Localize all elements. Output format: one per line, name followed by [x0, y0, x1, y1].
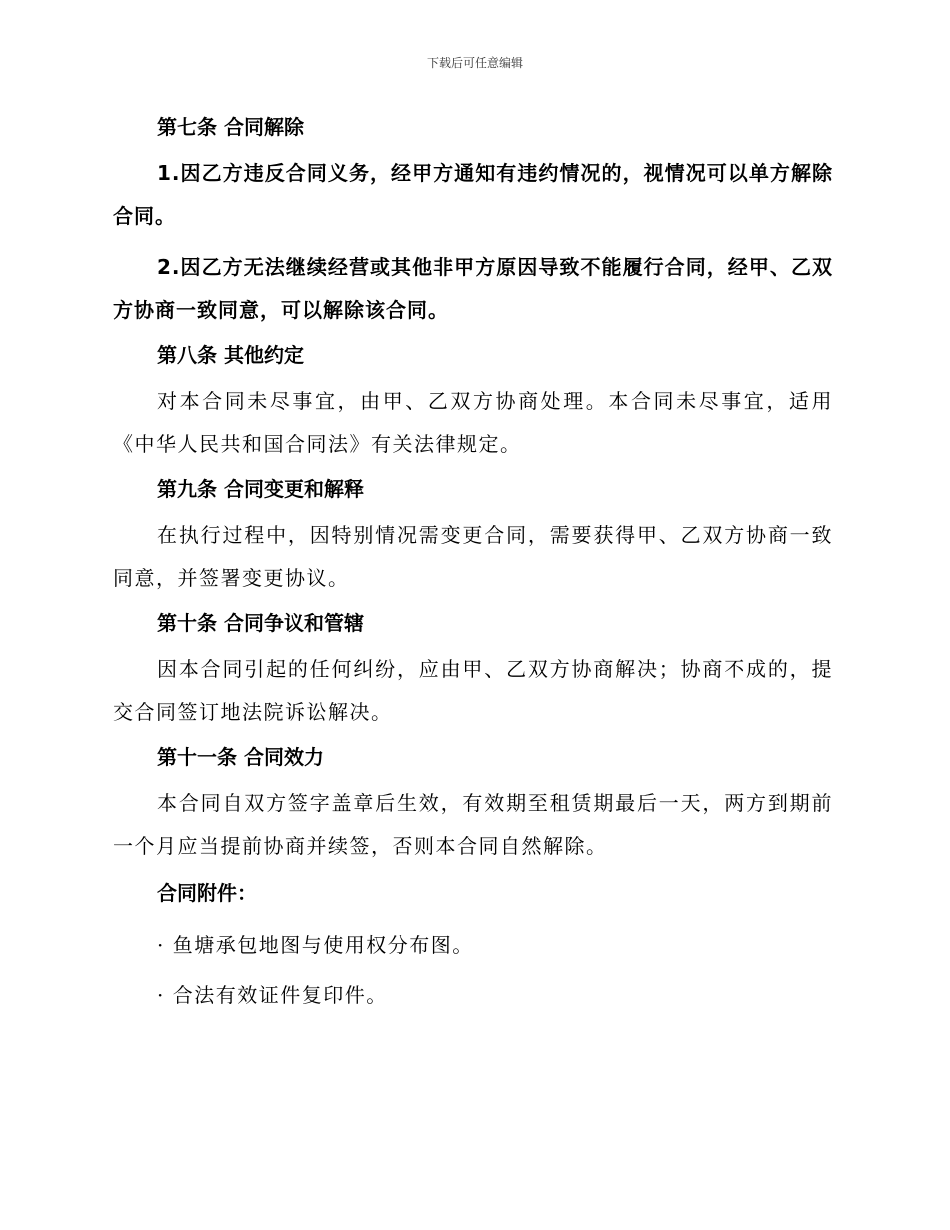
clause-termination-1: 1.因乙方违反合同义务，经甲方通知有违约情况的，视情况可以单方解除合同。 — [113, 161, 833, 228]
attachment-item-map: · 鱼塘承包地图与使用权分布图。 — [157, 933, 474, 957]
section-heading-amendment: 第九条 合同变更和解释 — [157, 477, 364, 501]
section-heading-other-terms: 第八条 其他约定 — [157, 343, 304, 367]
section-heading-termination: 第七条 合同解除 — [157, 115, 304, 139]
clause-amendment: 在执行过程中，因特别情况需变更合同，需要获得甲、乙双方协商一致同意，并签署变更协议。 — [113, 523, 833, 590]
contract-document — [113, 112, 833, 1030]
clause-other-terms: 对本合同未尽事宜，由甲、乙双方协商处理。本合同未尽事宜，适用《中华人民共和国合同法》有关法律规定。 — [113, 389, 833, 456]
page-header: 下载后可任意编辑 — [426, 56, 523, 70]
section-heading-disputes: 第十条 合同争议和管辖 — [157, 611, 364, 635]
attachment-item-id-copy: · 合法有效证件复印件。 — [157, 983, 388, 1007]
clause-disputes: 因本合同引起的任何纠纷，应由甲、乙双方协商解决；协商不成的，提交合同签订地法院诉讼解决。 — [113, 657, 833, 724]
clause-validity: 本合同自双方签字盖章后生效，有效期至租赁期最后一天，两方到期前一个月应当提前协商并续签，否则本合同自然解除。 — [113, 791, 833, 858]
clause-termination-2: 2.因乙方无法继续经营或其他非甲方原因导致不能履行合同，经甲、乙双方协商一致同意，可以解除该合同。 — [113, 255, 833, 322]
attachments-heading: 合同附件： — [157, 881, 257, 905]
section-heading-validity: 第十一条 合同效力 — [157, 745, 324, 769]
